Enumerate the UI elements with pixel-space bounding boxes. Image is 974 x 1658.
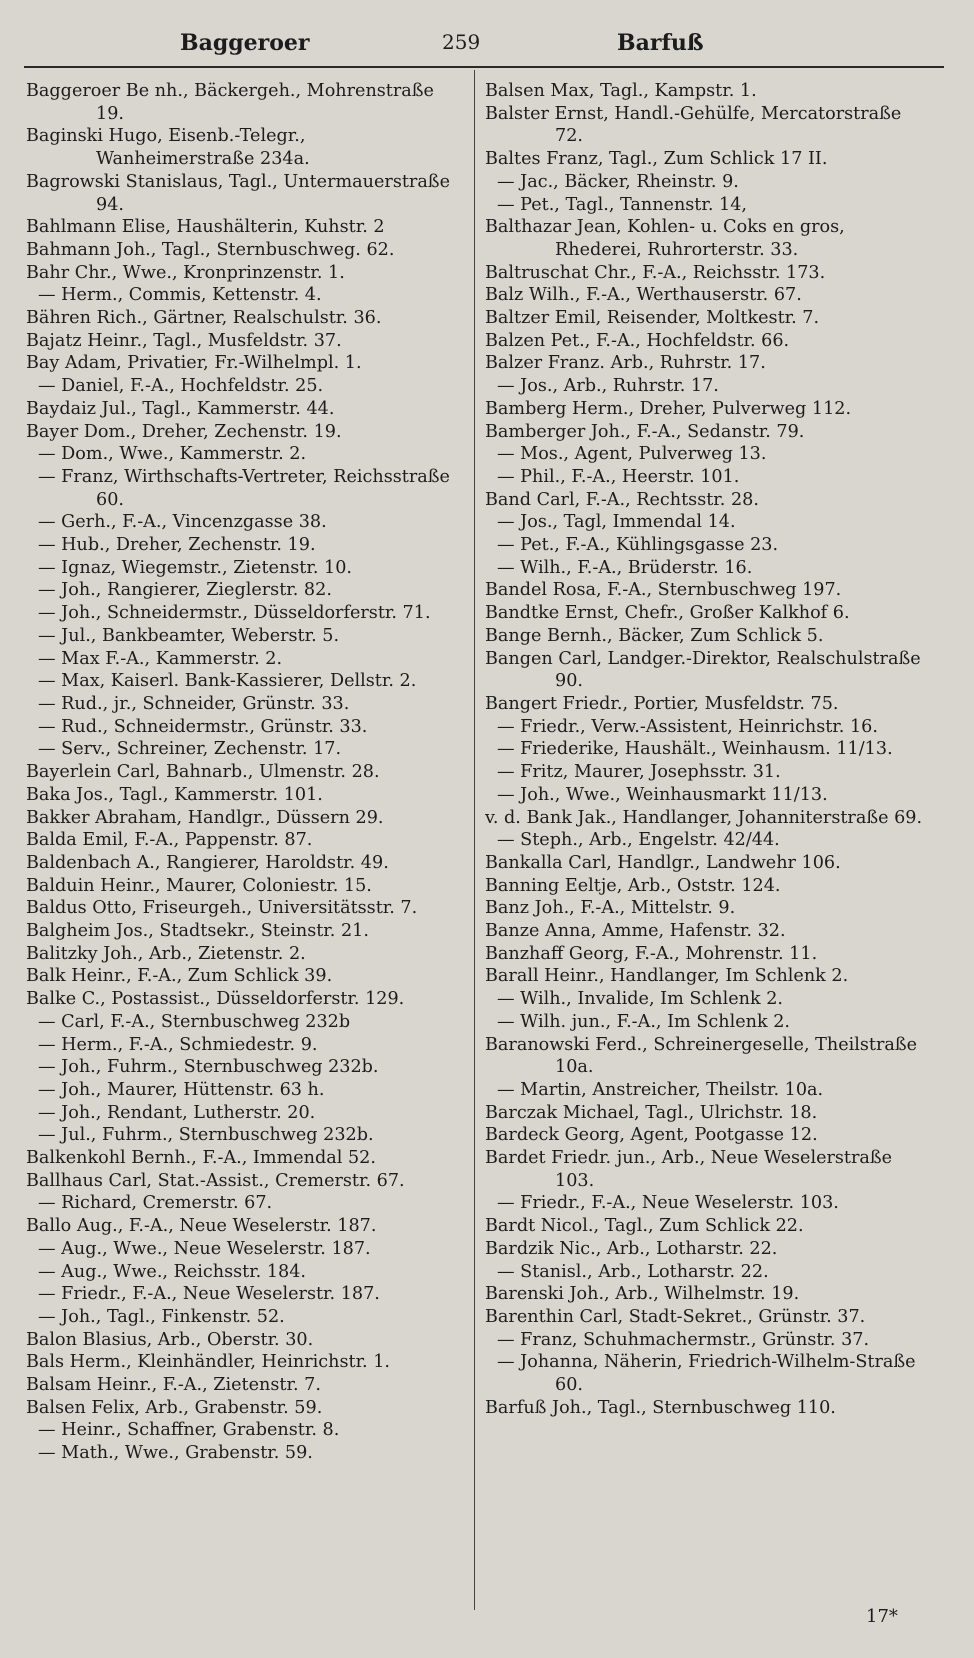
column-divider: [474, 70, 475, 1610]
directory-entry: — Herm., Commis, Kettenstr. 4.: [38, 285, 322, 306]
directory-entry: Bay Adam, Privatier, Fr.-Wilhelmpl. 1.: [26, 353, 362, 374]
directory-entry: — Stanisl., Arb., Lotharstr. 22.: [497, 1261, 769, 1282]
directory-entry: — Gerh., F.-A., Vincenzgasse 38.: [38, 512, 327, 533]
directory-entry: Ballhaus Carl, Stat.-Assist., Cremerstr. 67.: [26, 1170, 405, 1191]
directory-entry: — Mos., Agent, Pulverweg 13.: [497, 444, 767, 465]
header-right-keyword: Barfuß: [617, 30, 704, 56]
directory-entry: — Pet., F.-A., Kühlingsgasse 23.: [497, 535, 779, 556]
directory-entry: Bähren Rich., Gärtner, Realschulstr. 36.: [26, 308, 382, 329]
directory-entry: Banzhaff Georg, F.-A., Mohrenstr. 11.: [485, 943, 818, 964]
directory-entry: Barczak Michael, Tagl., Ulrichstr. 18.: [485, 1102, 818, 1123]
directory-entry: — Carl, F.-A., Sternbuschweg 232b: [38, 1011, 351, 1032]
directory-entry: — Max, Kaiserl. Bank-Kassierer, Dellstr. 2.: [38, 671, 417, 692]
directory-entry: — Joh., Rangierer, Zieglerstr. 82.: [38, 580, 332, 601]
right-column: [485, 80, 925, 1419]
directory-entry: Balon Blasius, Arb., Oberstr. 30.: [26, 1329, 314, 1350]
directory-entry: Balzer Franz. Arb., Ruhrstr. 17.: [485, 353, 766, 374]
directory-entry: Baka Jos., Tagl., Kammerstr. 101.: [26, 784, 323, 805]
directory-entry: — Max F.-A., Kammerstr. 2.: [38, 648, 283, 669]
directory-entry: Barenski Joh., Arb., Wilhelmstr. 19.: [485, 1284, 800, 1305]
directory-entry: — Richard, Cremerstr. 67.: [38, 1193, 273, 1214]
directory-entry: Bankalla Carl, Handlgr., Landwehr 106.: [485, 852, 841, 873]
directory-entry: — Dom., Wwe., Kammerstr. 2.: [38, 444, 307, 465]
signature-mark: 17*: [866, 1606, 898, 1627]
directory-entry: — Joh., Schneidermstr., Düsseldorferstr. 71.: [38, 603, 431, 624]
directory-entry: Bagrowski Stanislaus, Tagl., Untermauerstraße 94.: [26, 171, 450, 215]
directory-entry: Bayer Dom., Dreher, Zechenstr. 19.: [26, 421, 342, 442]
directory-entry: Baggeroer Be nh., Bäckergeh., Mohrenstraße 19.: [26, 81, 434, 124]
directory-entry: — Math., Wwe., Grabenstr. 59.: [38, 1443, 313, 1464]
directory-entry: — Friedr., F.-A., Neue Weselerstr. 103.: [497, 1193, 839, 1214]
directory-entry: Bahlmann Elise, Haushälterin, Kuhstr. 2: [26, 217, 385, 238]
directory-entry: — Rud., jr., Schneider, Grünstr. 33.: [38, 693, 350, 714]
directory-entry: Balzen Pet., F.-A., Hochfeldstr. 66.: [485, 330, 790, 351]
header-left-keyword: Baggeroer: [180, 30, 310, 56]
directory-entry: Banning Eeltje, Arb., Oststr. 124.: [485, 875, 781, 896]
directory-entry: Barenthin Carl, Stadt-Sekret., Grünstr. 37.: [485, 1306, 866, 1327]
directory-entry: Balkenkohl Bernh., F.-A., Immendal 52.: [26, 1148, 376, 1169]
directory-entry: Barall Heinr., Handlanger, Im Schlenk 2.: [485, 966, 849, 987]
directory-entry: — Fritz, Maurer, Josephsstr. 31.: [497, 762, 781, 783]
directory-entry: Bayerlein Carl, Bahnarb., Ulmenstr. 28.: [26, 762, 380, 783]
directory-entry: Bardeck Georg, Agent, Pootgasse 12.: [485, 1125, 818, 1146]
directory-entry: — Franz, Schuhmachermstr., Grünstr. 37.: [497, 1329, 870, 1350]
directory-entry: Bahmann Joh., Tagl., Sternbuschweg. 62.: [26, 239, 395, 260]
header-rule: [24, 66, 944, 68]
directory-entry: Balz Wilh., F.-A., Werthauserstr. 67.: [485, 285, 802, 306]
directory-entry: Baydaiz Jul., Tagl., Kammerstr. 44.: [26, 398, 335, 419]
directory-entry: Ballo Aug., F.-A., Neue Weselerstr. 187.: [26, 1216, 377, 1237]
directory-entry: Bakker Abraham, Handlgr., Düssern 29.: [26, 807, 384, 828]
directory-entry: Banz Joh., F.-A., Mittelstr. 9.: [485, 898, 736, 919]
directory-entry: v. d. Bank Jak., Handlanger, Johanniterstraße 69.: [485, 807, 923, 828]
directory-entry: — Franz, Wirthschafts-Vertreter, Reichsstraße 60.: [38, 466, 450, 510]
directory-entry: — Rud., Schneidermstr., Grünstr. 33.: [38, 716, 368, 737]
directory-entry: — Aug., Wwe., Neue Weselerstr. 187.: [38, 1238, 371, 1259]
directory-entry: — Jul., Bankbeamter, Weberstr. 5.: [38, 625, 340, 646]
directory-entry: Band Carl, F.-A., Rechtsstr. 28.: [485, 489, 759, 510]
directory-entry: Bandel Rosa, F.-A., Sternbuschweg 197.: [485, 580, 842, 601]
directory-entry: Baldenbach A., Rangierer, Haroldstr. 49.: [26, 852, 389, 873]
directory-entry: — Jos., Arb., Ruhrstr. 17.: [497, 376, 719, 397]
directory-entry: — Ignaz, Wiegemstr., Zietenstr. 10.: [38, 557, 353, 578]
directory-entry: Balsam Heinr., F.-A., Zietenstr. 7.: [26, 1375, 321, 1396]
directory-entry: Bandtke Ernst, Chefr., Großer Kalkhof 6.: [485, 603, 850, 624]
directory-entry: — Jul., Fuhrm., Sternbuschweg 232b.: [38, 1125, 374, 1146]
directory-entry: Bange Bernh., Bäcker, Zum Schlick 5.: [485, 625, 824, 646]
directory-entry: — Joh., Fuhrm., Sternbuschweg 232b.: [38, 1057, 379, 1078]
page-number: 259: [442, 30, 481, 54]
directory-entry: — Phil., F.-A., Heerstr. 101.: [497, 466, 740, 487]
directory-entry: — Hub., Dreher, Zechenstr. 19.: [38, 535, 316, 556]
directory-entry: Balsen Felix, Arb., Grabenstr. 59.: [26, 1397, 323, 1418]
directory-entry: Balke C., Postassist., Düsseldorferstr. 129.: [26, 989, 405, 1010]
directory-entry: — Joh., Tagl., Finkenstr. 52.: [38, 1306, 285, 1327]
directory-entry: Balsen Max, Tagl., Kampstr. 1.: [485, 81, 757, 101]
directory-entry: — Martin, Anstreicher, Theilstr. 10a.: [497, 1079, 824, 1100]
left-column: [26, 80, 456, 1465]
directory-entry: Baldus Otto, Friseurgeh., Universitätsstr. 7.: [26, 898, 418, 919]
page-header: [0, 30, 974, 64]
directory-entry: Barfuß Joh., Tagl., Sternbuschweg 110.: [485, 1397, 836, 1418]
directory-entry: — Friedr., F.-A., Neue Weselerstr. 187.: [38, 1284, 380, 1305]
directory-entry: Baltruschat Chr., F.-A., Reichsstr. 173.: [485, 262, 826, 283]
directory-entry: — Jac., Bäcker, Rheinstr. 9.: [497, 171, 739, 192]
directory-entry: — Friederike, Haushält., Weinhausm. 11/13.: [497, 739, 893, 760]
directory-entry: — Steph., Arb., Engelstr. 42/44.: [497, 830, 780, 851]
directory-entry: Baginski Hugo, Eisenb.-Telegr., Wanheimerstraße 234a.: [26, 126, 310, 170]
directory-entry: Bamberg Herm., Dreher, Pulverweg 112.: [485, 398, 852, 419]
directory-entry: — Serv., Schreiner, Zechenstr. 17.: [38, 739, 342, 760]
directory-entry: Bardzik Nic., Arb., Lotharstr. 22.: [485, 1238, 778, 1259]
directory-entry: — Daniel, F.-A., Hochfeldstr. 25.: [38, 376, 324, 397]
directory-entry: — Wilh., Invalide, Im Schlenk 2.: [497, 989, 784, 1010]
directory-entry: — Herm., F.-A., Schmiedestr. 9.: [38, 1034, 318, 1055]
directory-entry: Balduin Heinr., Maurer, Coloniestr. 15.: [26, 875, 372, 896]
directory-entry: — Johanna, Näherin, Friedrich-Wilhelm-Straße 60.: [497, 1352, 916, 1396]
directory-entry: Baltes Franz, Tagl., Zum Schlick 17 II.: [485, 149, 828, 170]
directory-entry: Bajatz Heinr., Tagl., Musfeldstr. 37.: [26, 330, 342, 351]
directory-entry: Bardet Friedr. jun., Arb., Neue Weselerstraße 103.: [485, 1148, 893, 1191]
directory-entry: Bangert Friedr., Portier, Musfeldstr. 75.: [485, 693, 839, 714]
directory-entry: — Joh., Rendant, Lutherstr. 20.: [38, 1102, 316, 1123]
directory-entry: — Heinr., Schaffner, Grabenstr. 8.: [38, 1420, 340, 1441]
directory-entry: Balgheim Jos., Stadtsekr., Steinstr. 21.: [26, 921, 369, 942]
directory-entry: Bals Herm., Kleinhändler, Heinrichstr. 1.: [26, 1352, 391, 1373]
directory-entry: — Jos., Tagl, Immendal 14.: [497, 512, 736, 533]
directory-entry: Balster Ernst, Handl.-Gehülfe, Mercatorstraße 72.: [485, 103, 902, 147]
directory-entry: Balitzky Joh., Arb., Zietenstr. 2.: [26, 943, 306, 964]
directory-entry: Baltzer Emil, Reisender, Moltkestr. 7.: [485, 308, 820, 329]
directory-entry: Banze Anna, Amme, Hafenstr. 32.: [485, 921, 786, 942]
directory-entry: Bahr Chr., Wwe., Kronprinzenstr. 1.: [26, 262, 345, 283]
directory-entry: Bangen Carl, Landger.-Direktor, Realschulstraße 90.: [485, 648, 921, 692]
directory-entry: — Wilh. jun., F.-A., Im Schlenk 2.: [497, 1011, 790, 1032]
directory-entry: Balk Heinr., F.-A., Zum Schlick 39.: [26, 966, 333, 987]
directory-entry: Balda Emil, F.-A., Pappenstr. 87.: [26, 830, 313, 851]
directory-entry: Bardt Nicol., Tagl., Zum Schlick 22.: [485, 1216, 804, 1237]
directory-entry: — Wilh., F.-A., Brüderstr. 16.: [497, 557, 753, 578]
directory-entry: Balthazar Jean, Kohlen- u. Coks en gros, Rhederei, Ruhrorterstr. 33.: [485, 217, 845, 260]
directory-entry: — Aug., Wwe., Reichsstr. 184.: [38, 1261, 307, 1282]
directory-entry: — Pet., Tagl., Tannenstr. 14,: [497, 194, 748, 215]
directory-entry: Baranowski Ferd., Schreinergeselle, Theilstraße 10a.: [485, 1034, 918, 1078]
directory-entry: — Joh., Maurer, Hüttenstr. 63 h.: [38, 1079, 325, 1100]
directory-entry: Bamberger Joh., F.-A., Sedanstr. 79.: [485, 421, 805, 442]
directory-entry: — Joh., Wwe., Weinhausmarkt 11/13.: [497, 784, 828, 805]
directory-entry: — Friedr., Verw.-Assistent, Heinrichstr. 16.: [497, 716, 878, 737]
